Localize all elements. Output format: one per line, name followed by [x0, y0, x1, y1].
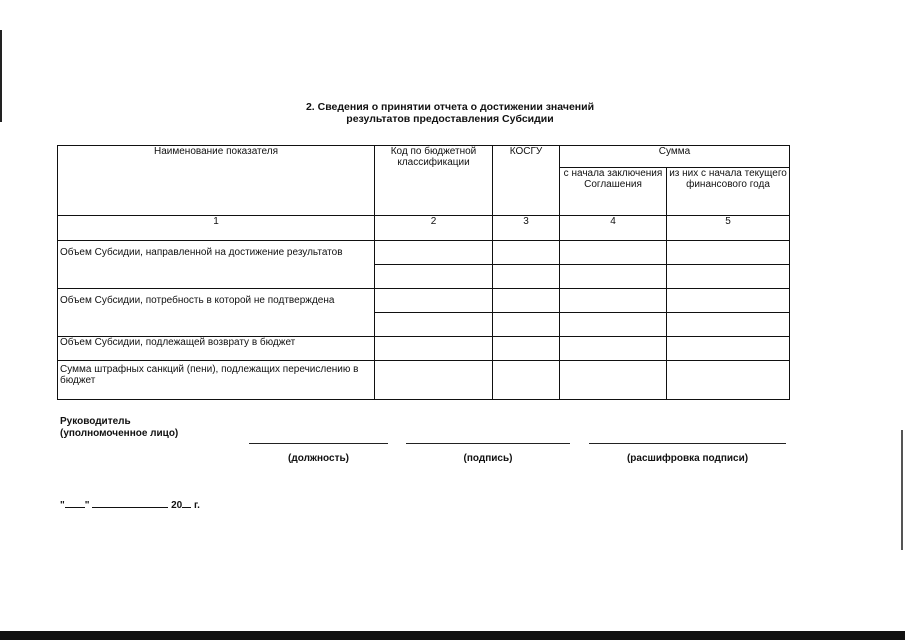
scan-edge-left	[0, 30, 2, 122]
signature-caption: (подпись)	[463, 453, 513, 464]
table-cell	[493, 337, 560, 361]
table-cell	[493, 241, 560, 265]
signatory-title	[60, 416, 178, 440]
table-cell	[493, 289, 560, 313]
position-caption: (должность)	[288, 453, 349, 464]
table-cell	[560, 241, 667, 265]
header-code: Код по бюджетной классификации	[375, 146, 493, 216]
header-row-1	[58, 146, 790, 168]
date-open-quote: "	[60, 500, 65, 511]
table-cell	[560, 265, 667, 289]
signatory-title-line-1: Руководитель	[60, 416, 131, 427]
table-cell	[375, 361, 493, 400]
table-cell	[560, 289, 667, 313]
column-number: 2	[375, 216, 493, 241]
scan-edge-bottom	[0, 631, 905, 640]
table-cell	[375, 313, 493, 337]
table-cell	[375, 265, 493, 289]
table-cell	[560, 313, 667, 337]
table-cell	[493, 313, 560, 337]
table-cell	[667, 337, 790, 361]
scan-edge-right	[901, 430, 903, 550]
table-cell	[667, 265, 790, 289]
table-cell	[375, 241, 493, 265]
table-cell	[375, 337, 493, 361]
year-blank[interactable]	[182, 498, 191, 508]
report-table	[57, 145, 790, 400]
table-row	[58, 289, 790, 313]
table-cell	[375, 289, 493, 313]
table-cell	[493, 361, 560, 400]
table-cell	[667, 289, 790, 313]
header-sum-since-agreement: с начала заключения Соглашения	[560, 168, 667, 216]
table-row	[58, 337, 790, 361]
header-name: Наименование показателя	[58, 146, 375, 216]
header-sum-since-year: из них с начала текущего финансового года	[667, 168, 790, 216]
table-cell	[560, 337, 667, 361]
row-label-penalties: Сумма штрафных санкций (пени), подлежащих перечислению в бюджет	[58, 361, 375, 400]
row-label-return: Объем Субсидии, подлежащей возврату в бюджет	[58, 337, 375, 361]
heading-line-1: 2. Сведения о принятии отчета о достижении значений	[305, 101, 595, 113]
column-number-row	[58, 216, 790, 241]
column-number: 1	[58, 216, 375, 241]
signatory-title-line-2: (уполномоченное лицо)	[60, 428, 179, 439]
table-cell	[493, 265, 560, 289]
position-line[interactable]	[249, 443, 388, 444]
day-blank[interactable]	[65, 498, 85, 508]
header-sum: Сумма	[560, 146, 790, 168]
table-row	[58, 241, 790, 265]
decipher-line[interactable]	[589, 443, 786, 444]
row-label-unconfirmed: Объем Субсидии, потребность в которой не подтверждена	[58, 289, 375, 337]
heading-line-2: результатов предоставления Субсидии	[346, 113, 554, 125]
year-prefix: 20	[171, 500, 183, 511]
table-cell	[667, 241, 790, 265]
date-close-quote: "	[84, 500, 90, 511]
column-number: 3	[493, 216, 560, 241]
table-cell	[560, 361, 667, 400]
month-blank[interactable]	[92, 498, 168, 508]
column-number: 5	[667, 216, 790, 241]
table-row	[58, 361, 790, 400]
year-suffix: г.	[193, 500, 200, 511]
date-line	[60, 498, 200, 511]
column-number: 4	[560, 216, 667, 241]
header-kosgu: КОСГУ	[493, 146, 560, 216]
table-cell	[667, 313, 790, 337]
row-label-directed: Объем Субсидии, направленной на достижение результатов	[58, 241, 375, 289]
table-cell	[667, 361, 790, 400]
decipher-caption: (расшифровка подписи)	[626, 453, 749, 464]
section-heading	[200, 101, 700, 125]
signature-line[interactable]	[406, 443, 570, 444]
